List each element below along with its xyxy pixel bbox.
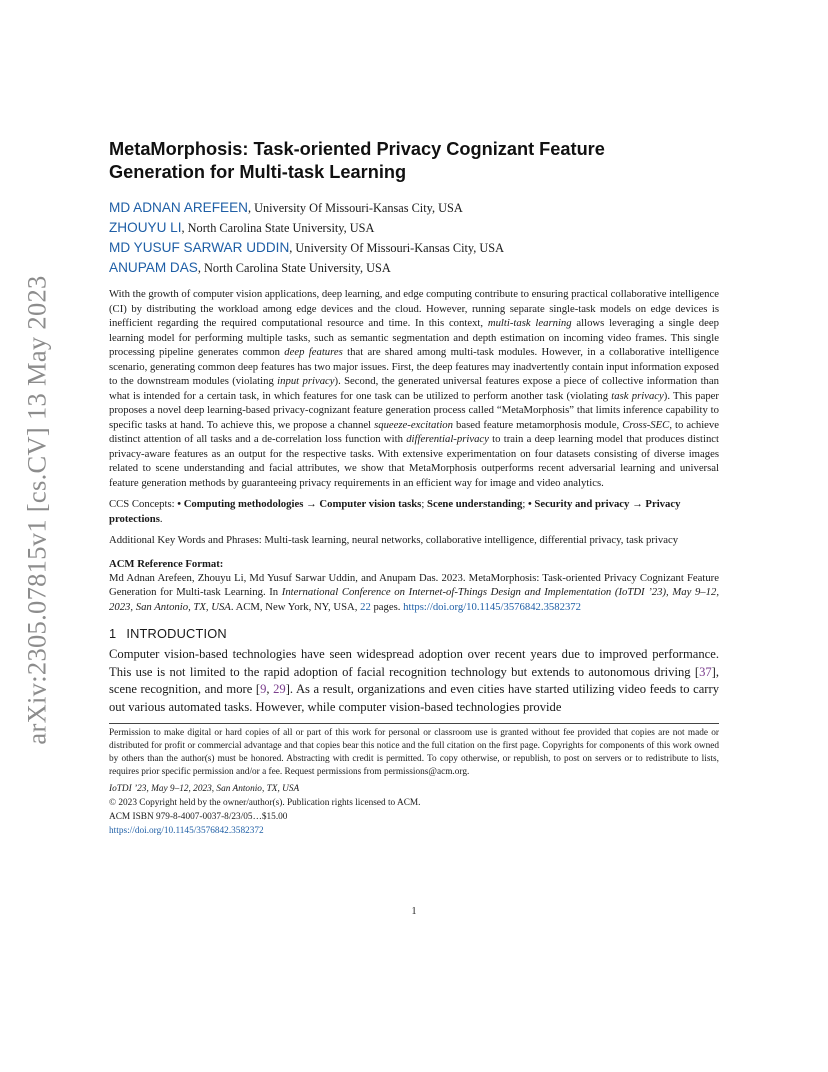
author-affiliation: , North Carolina State University, USA [197,261,391,275]
section-heading [109,626,719,642]
paper-title [109,138,719,184]
reference-venue: International Conference on Internet-of-Things Design and Implementation (IoTDI ’23), May 9–12, 2023, San Antonio, TX, USA [109,586,719,613]
author-entry [109,258,719,278]
intro-text: ]. As a result, organizations and even cities have started utilizing video feeds to carry out various automated tasks. However, while computer vision-based technologies provide [109,682,719,714]
footnote-venue-text: IoTDI ’23, May 9–12, 2023, San Antonio, TX, USA [109,784,300,794]
citation-link[interactable]: 37 [699,664,712,679]
introduction-paragraph [109,646,719,716]
intro-text: ], scene recognition, and more [ [109,664,719,696]
abstract-text: that are shared among multi-task modules. However, in a collaborative intelligence scenario, generating common deep features has two major issues. First, the deep features may inadvertently contain input information exposed to the downstream modules (violating [109,346,719,387]
paper-page [109,138,719,838]
abstract-text: ). This paper proposes a novel deep learning-based privacy-cognizant feature generation process called “MetaMorphosis” that limits inference capability to specific tasks at hand. To achieve this, we propose a channel [109,389,719,431]
footnote-doi-link[interactable]: https://doi.org/10.1145/3576842.3582372 [109,826,264,836]
abstract-text: allows leveraging a single deep learning model for performing multiple tasks, such as semantic segmentation and depth estimation on incoming video frames. This single processing pipeline generates common [109,317,719,358]
reference-format-heading: ACM Reference Format: [109,557,224,570]
abstract-emphasis: squeeze-excitation [374,418,453,431]
ccs-concept: • Computing methodologies → Computer vision tasks [177,498,422,510]
permission-notice: Permission to make digital or hard copies of all or part of this work for personal or classroom use is granted without fee provided that copies are not made or distributed for profit or commercial advantage and that copies bear this notice and the full citation on the first page. Copyrights for components of this work owned by others than the author(s) must be honored. Abstracting with credit is permitted. To copy otherwise, or republish, to post on servers or to redistribute to lists, requires prior specific permission and/or a fee. Request permissions from permissions@acm.org. [109,728,719,777]
ccs-concepts [109,497,719,526]
abstract-emphasis: task privacy [611,389,664,402]
section-number: 1 [109,626,117,641]
footnote-venue [109,782,719,796]
author-affiliation: , University Of Missouri-Kansas City, USA [247,201,463,215]
author-affiliation: , North Carolina State University, USA [181,221,375,235]
citation-link[interactable]: 9 [260,682,267,696]
author-affiliation: , University Of Missouri-Kansas City, USA [289,241,504,255]
citation-link[interactable]: 29 [273,682,286,696]
page-number: 1 [411,906,417,917]
author-name[interactable]: MD ADNAN AREFEEN [109,200,248,215]
author-entry [109,198,719,218]
intro-text: Computer vision-based technologies have seen widespread adoption over recent years due to improved performance. This use is not limited to the rapid adoption of facial recognition technology but extends to autonomous driving [ [109,647,719,679]
title-line-2: Generation for Multi-task Learning [109,162,407,182]
author-list [109,198,719,278]
keywords: Additional Key Words and Phrases: Multi-task learning, neural networks, collaborative intelligence, differential privacy, task privacy [109,534,679,546]
abstract-text: to train a deep learning model that produces distinct privacy-aware features as an output for the respective tasks. With extensive experimentation on four datasets consisting of diverse images related to scene understanding and facial attributes, we show that MetaMorphosis outperforms recent adversarial learning and universal feature generation methods by guaranteeing privacy requirements in an efficient way for image and video analytics. [109,433,719,489]
reference-text: . ACM, New York, NY, USA, [230,600,361,613]
author-name[interactable]: ZHOUYU LI [109,220,182,235]
ccs-concept: • Security and privacy → Privacy protections [109,498,681,525]
footnote-rule [109,723,719,724]
page-count-link[interactable]: 22 [360,600,371,613]
section-title: INTRODUCTION [126,626,227,641]
abstract-text: based feature metamorphosis module, [453,418,623,431]
ccs-separator: . [159,512,163,525]
abstract-emphasis: deep features [284,346,343,358]
reference-format [109,571,719,615]
title-line-1: MetaMorphosis: Task-oriented Privacy Cognizant Feature [109,139,605,159]
ccs-label: CCS Concepts: [109,498,178,510]
arxiv-identifier: arXiv:2305.07815v1 [cs.CV] 13 May 2023 [21,275,52,745]
abstract-emphasis: input privacy [277,375,335,387]
footnote-isbn: ACM ISBN 979-8-4007-0037-8/23/05…$15.00 [109,812,288,822]
doi-link[interactable]: https://doi.org/10.1145/3576842.3582372 [403,600,581,613]
ccs-separator: ; [421,498,427,510]
abstract-text: , to achieve distinct attention of all tasks and a de-correlation loss function with [109,418,719,445]
ccs-separator: ; [522,498,528,510]
abstract-emphasis: multi-task learning [487,317,572,329]
abstract [109,287,719,490]
author-entry [109,218,719,238]
ccs-concept: Scene understanding [427,498,523,510]
reference-text: Md Adnan Arefeen, Zhouyu Li, Md Yusuf Sarwar Uddin, and Anupam Das. 2023. MetaMorphosis: Task-oriented Privacy Cognizant Feature Generation for Multi-task Learning. In [109,571,719,598]
arxiv-sidebar [8,270,66,750]
author-name[interactable]: MD YUSUF SARWAR UDDIN [109,240,290,255]
abstract-emphasis: Cross-SEC [622,418,670,431]
author-entry [109,238,719,258]
abstract-text: With the growth of computer vision applications, deep learning, and edge computing contribute to ensuring practical collaborative intelligence (CI) by distributing the workload among edge devices and the cloud. However, running separate single-task models on edge devices is inefficient regarding the required computational resource and time. In this context, [109,288,719,329]
abstract-text: ). Second, the generated universal features expose a piece of collective information than what is intended for a certain task, in which features for one task can be utilized to perform another task (violating [109,375,719,402]
footnote-copyright: © 2023 Copyright held by the owner/author(s). Publication rights licensed to ACM. [109,798,421,808]
abstract-emphasis: differential-privacy [406,433,489,445]
intro-text: , [266,682,274,696]
reference-text: pages. [370,600,404,613]
author-name[interactable]: ANUPAM DAS [109,260,198,275]
